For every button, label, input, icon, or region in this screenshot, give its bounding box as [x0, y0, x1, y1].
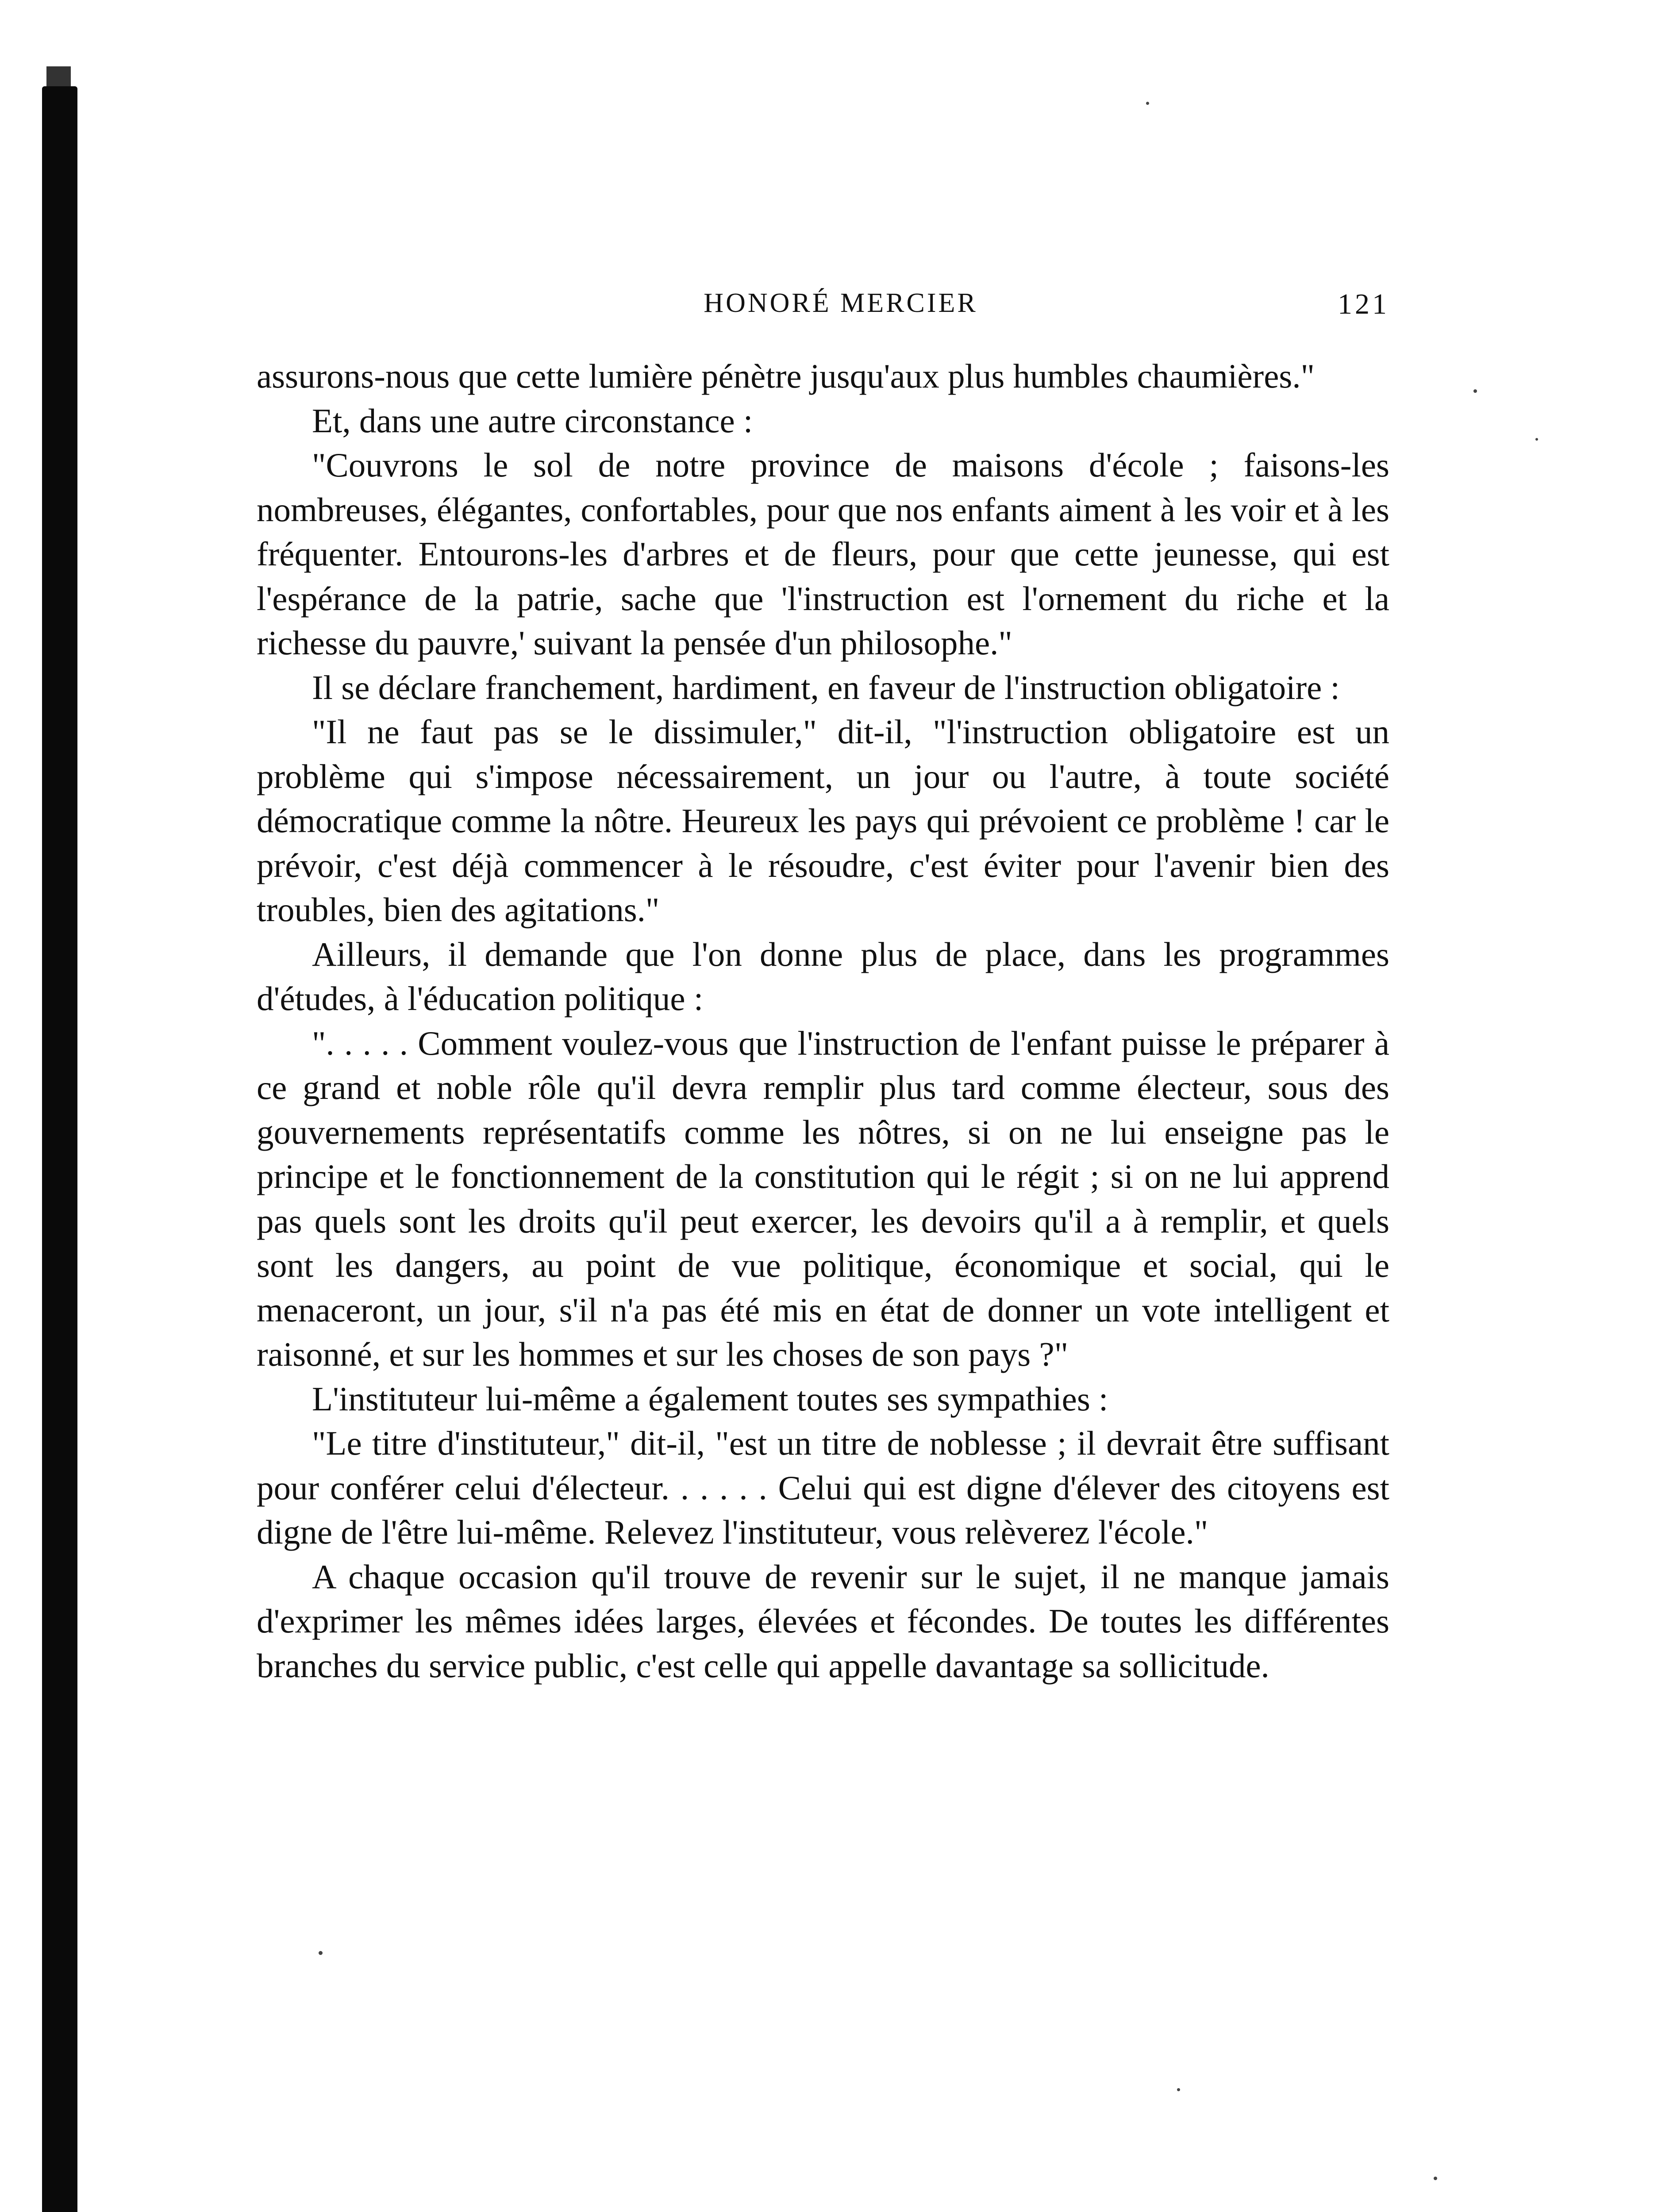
paragraph: assurons-nous que cette lumière pénètre jusqu'aux plus humbles chaumières."	[257, 357, 1315, 395]
body-text	[257, 354, 1389, 1688]
scan-speck	[1535, 438, 1538, 441]
paragraph: "Le titre d'instituteur," dit-il, "est un titre de noblesse ; il devrait être suffisant pour conférer celui d'électeur. . . . . . Celui qui est digne d'élever des citoyens est digne de l'être lui-même. Relevez l'instituteur, vous relèverez l'école."	[257, 1424, 1389, 1551]
page-binding-shadow	[42, 86, 77, 2212]
paragraph: Et, dans une autre circonstance :	[312, 401, 753, 440]
paragraph: A chaque occasion qu'il trouve de revenir sur le sujet, il ne manque jamais d'exprimer les mêmes idées larges, élevées et fécondes. De toutes les différentes branches du service public, c'est celle qui appelle davantage sa sollicitude.	[257, 1557, 1389, 1685]
scan-speck	[1146, 102, 1149, 105]
page-number: 121	[1338, 288, 1389, 320]
scan-speck	[1473, 389, 1477, 393]
paragraph: "Il ne faut pas se le dissimuler," dit-il, "l'instruction obligatoire est un problème qui s'impose nécessairement, un jour ou l'autre, à toute société démocratique comme la nôtre. Heureux les pays qui prévoient ce problème ! car le prévoir, c'est déjà commencer à le résoudre, c'est éviter pour l'avenir bien des troubles, bien des agitations."	[257, 713, 1389, 929]
paragraph: Ailleurs, il demande que l'on donne plus de place, dans les programmes d'études, à l'éducation politique :	[257, 935, 1389, 1018]
paragraph: "Couvrons le sol de notre province de maisons d'école ; faisons-les nombreuses, élégantes, confortables, pour que nos enfants aiment à les voir et à les fréquenter. Entourons-les d'arbres et de fleurs, pour que cette jeunesse, qui est l'espérance de la patrie, sache que 'l'instruction est l'ornement du riche et la richesse du pauvre,' suivant la pensée d'un philosophe."	[257, 446, 1389, 662]
paragraph: Il se déclare franchement, hardiment, en faveur de l'instruction obligatoire :	[312, 668, 1340, 707]
paragraph: ". . . . . Comment voulez-vous que l'instruction de l'enfant puisse le préparer à ce grand et noble rôle qu'il devra remplir plus tard comme électeur, sous des gouvernements représentatifs comme les nôtres, si on ne lui enseigne pas le principe et le fonctionnement de la constitution qui le régit ; si on ne lui apprend pas quels sont les droits qu'il peut exercer, les devoirs qu'il a à remplir, et quels sont les dangers, au point de vue politique, économique et social, qui le menaceront, un jour, s'il n'a pas été mis en état de donner un vote intelligent et raisonné, et sur les hommes et sur les choses de son pays ?"	[257, 1024, 1389, 1373]
paragraph: L'instituteur lui-même a également toutes ses sympathies :	[312, 1379, 1108, 1418]
scan-speck	[1177, 2088, 1180, 2091]
scan-speck	[319, 1951, 323, 1955]
running-head	[257, 283, 1389, 332]
running-title: HONORÉ MERCIER	[704, 288, 978, 318]
scan-speck	[1434, 2177, 1437, 2180]
